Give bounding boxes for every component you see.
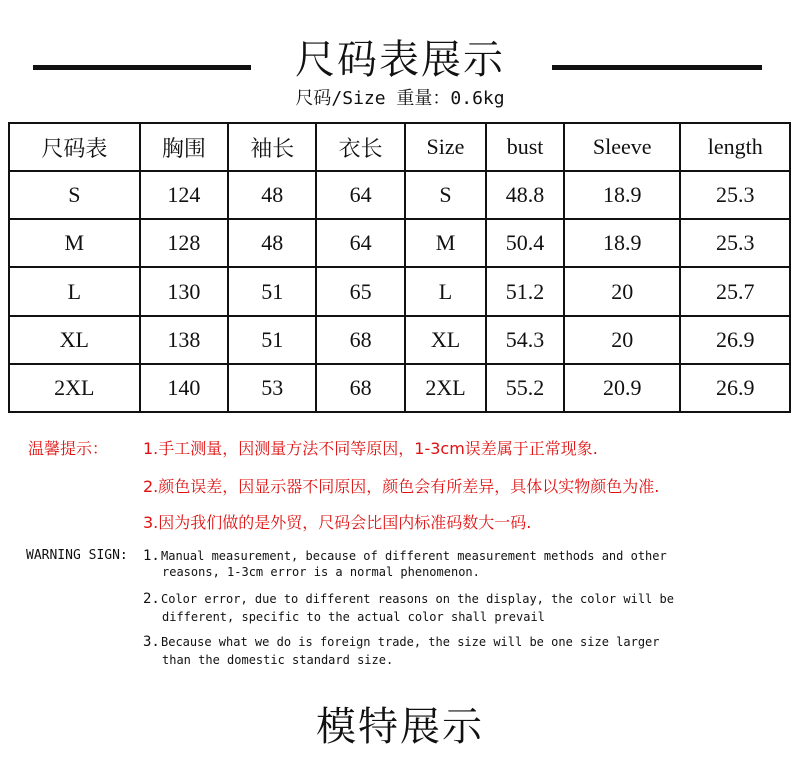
warning-item-text: than the domestic standard size.	[162, 653, 394, 667]
table-cell: 68	[316, 364, 404, 412]
table-cell: 20	[564, 267, 681, 315]
warning-item-text: Color error, due to different reasons on the display, the color will be	[161, 592, 674, 606]
warning-item-text: Manual measurement, because of different measurement methods and other	[161, 549, 667, 563]
table-row	[9, 316, 790, 364]
table-cell: 2XL	[405, 364, 486, 412]
table-cell: 51	[228, 267, 316, 315]
tip-item: 1.手工测量，因测量方法不同等原因，1-3cm误差属于正常现象.	[143, 439, 598, 458]
table-cell: 68	[316, 316, 404, 364]
page-subtitle: 尺码/Size 重量：0.6kg	[295, 88, 505, 109]
table-cell: 64	[316, 171, 404, 219]
table-cell: 18.9	[564, 219, 681, 267]
section-title: 模特展示	[316, 704, 484, 750]
table-cell: 26.9	[680, 364, 790, 412]
table-row	[9, 219, 790, 267]
table-header-cell: 胸围	[140, 123, 228, 171]
table-cell: 138	[140, 316, 228, 364]
table-cell: 48	[228, 219, 316, 267]
table-cell: M	[9, 219, 140, 267]
table-cell: 51.2	[486, 267, 564, 315]
warning-item	[143, 634, 660, 650]
table-cell: 25.3	[680, 171, 790, 219]
table-cell: 140	[140, 364, 228, 412]
table-cell: 54.3	[486, 316, 564, 364]
table-cell: 65	[316, 267, 404, 315]
table-header-cell: 尺码表	[9, 123, 140, 171]
table-row	[9, 171, 790, 219]
table-cell: 26.9	[680, 316, 790, 364]
table-cell: 51	[228, 316, 316, 364]
table-cell: L	[9, 267, 140, 315]
table-cell: 50.4	[486, 219, 564, 267]
table-cell: XL	[405, 316, 486, 364]
table-row	[9, 267, 790, 315]
table-cell: M	[405, 219, 486, 267]
table-header-cell: 衣长	[316, 123, 404, 171]
warning-item-number: 1.	[143, 548, 160, 564]
header	[0, 18, 800, 83]
table-header-cell: length	[680, 123, 790, 171]
table-cell: 25.3	[680, 219, 790, 267]
table-cell: 18.9	[564, 171, 681, 219]
warning-item	[143, 548, 667, 564]
warning-item	[143, 591, 674, 607]
table-header-cell: 袖长	[228, 123, 316, 171]
warning-label: WARNING SIGN:	[26, 548, 128, 563]
table-cell: 55.2	[486, 364, 564, 412]
size-table	[8, 122, 791, 413]
table-row	[9, 364, 790, 412]
table-cell: 48.8	[486, 171, 564, 219]
table-header-row	[9, 123, 790, 171]
table-cell: 20.9	[564, 364, 681, 412]
table-cell: 64	[316, 219, 404, 267]
table-cell: 25.7	[680, 267, 790, 315]
warning-item-text: reasons, 1-3cm error is a normal phenomenon.	[162, 565, 480, 579]
tip-item: 3.因为我们做的是外贸，尺码会比国内标准码数大一码.	[143, 513, 532, 532]
warning-item-number: 2.	[143, 591, 160, 607]
table-cell: 124	[140, 171, 228, 219]
title-divider-right	[552, 65, 762, 70]
warning-item-text: different, specific to the actual color shall prevail	[162, 610, 545, 624]
tips-label: 温馨提示：	[28, 439, 109, 458]
warning-item-number: 3.	[143, 634, 160, 650]
table-cell: 130	[140, 267, 228, 315]
tip-item: 2.颜色误差，因显示器不同原因，颜色会有所差异，具体以实物颜色为准.	[143, 477, 660, 496]
table-cell: XL	[9, 316, 140, 364]
table-header-cell: Size	[405, 123, 486, 171]
table-cell: 20	[564, 316, 681, 364]
table-header-cell: bust	[486, 123, 564, 171]
table-cell: 53	[228, 364, 316, 412]
table-header-cell: Sleeve	[564, 123, 681, 171]
table-cell: S	[9, 171, 140, 219]
table-cell: 2XL	[9, 364, 140, 412]
table-cell: L	[405, 267, 486, 315]
page-title: 尺码表展示	[295, 37, 505, 83]
table-cell: S	[405, 171, 486, 219]
table-cell: 48	[228, 171, 316, 219]
table-cell: 128	[140, 219, 228, 267]
warning-item-text: Because what we do is foreign trade, the size will be one size larger	[161, 635, 660, 649]
